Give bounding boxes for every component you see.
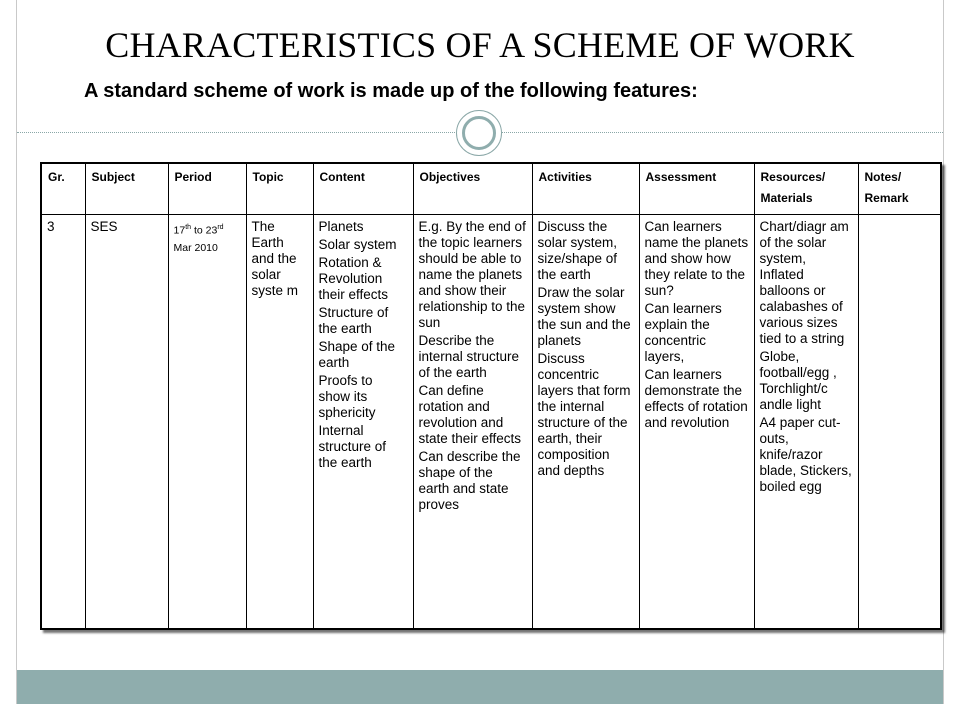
cell-activities <box>532 215 639 630</box>
header-subject: Subject <box>85 163 168 215</box>
activity-item: Draw the solar system show the sun and the planets <box>537 285 631 348</box>
period-month-year: Mar 2010 <box>173 241 218 254</box>
period-to: to <box>191 224 206 237</box>
content-item: Shape of the earth <box>318 339 396 370</box>
cell-topic: The Earth and the solar syste m <box>246 215 313 630</box>
content-item: Internal structure of the earth <box>318 423 387 470</box>
assessment-item: Can learners name the planets and show how they relate to the sun? <box>644 219 749 298</box>
slide-frame-left <box>16 0 17 704</box>
activity-item: Discuss the solar system, size/shape of the earth <box>537 219 618 282</box>
slide-title: CHARACTERISTICS OF A SCHEME OF WORK <box>105 25 855 65</box>
header-activities: Activities <box>532 163 639 215</box>
objective-item: Describe the internal structure of the earth <box>418 333 520 380</box>
table-header-row <box>41 163 941 215</box>
cell-subject: SES <box>85 215 168 630</box>
content-item: Planets <box>318 219 364 234</box>
period-start-suffix: th <box>185 224 192 231</box>
assessment-item: Can learners demonstrate the effects of rotation and revolution <box>644 367 748 430</box>
objective-item: E.g. By the end of the topic learners should be able to name the planets and show their relationship to the sun <box>418 219 526 330</box>
cell-resources <box>754 215 858 630</box>
objective-item: Can define rotation and revolution and state their effects <box>418 383 522 446</box>
header-assessment: Assessment <box>639 163 754 215</box>
scheme-of-work-table-wrapper <box>40 162 942 630</box>
footer-accent-bar <box>17 670 943 704</box>
slide-subtitle: A standard scheme of work is made up of the following features: <box>84 80 698 102</box>
objective-item: Can describe the shape of the earth and state proves <box>418 449 521 512</box>
cell-gr: 3 <box>41 215 85 630</box>
header-resources: Resources/ Materials <box>754 163 858 215</box>
resource-item: Chart/diagr am of the solar system, Inflated balloons or calabashes of various sizes tied to a string <box>759 219 849 346</box>
content-item: Rotation & Revolution their effects <box>318 255 389 302</box>
cell-objectives <box>413 215 532 630</box>
resource-item: Globe, football/egg , Torchlight/c andle light <box>759 349 837 412</box>
cell-content <box>313 215 413 630</box>
content-item: Proofs to show its sphericity <box>318 373 376 420</box>
assessment-item: Can learners explain the concentric layers, <box>644 301 722 364</box>
header-notes: Notes/ Remark <box>858 163 941 215</box>
header-content: Content <box>313 163 413 215</box>
header-gr: Gr. <box>41 163 85 215</box>
header-period: Period <box>168 163 246 215</box>
cell-notes <box>858 215 941 630</box>
cell-period <box>168 215 246 630</box>
period-start-day: 17 <box>173 224 186 237</box>
period-end-suffix: rd <box>217 224 224 231</box>
header-objectives: Objectives <box>413 163 532 215</box>
resource-item: A4 paper cut-outs, knife/razor blade, Stickers, boiled egg <box>759 415 852 494</box>
slide-frame-right <box>943 0 944 704</box>
activity-item: Discuss concentric layers that form the internal structure of the earth, their composition and depths <box>537 351 631 478</box>
period-end-day: 23 <box>205 224 218 237</box>
scheme-of-work-table <box>40 162 942 630</box>
decorative-ring-icon <box>462 116 496 150</box>
decorative-circle-icon <box>456 110 502 156</box>
content-item: Solar system <box>318 237 397 252</box>
cell-assessment <box>639 215 754 630</box>
table-row <box>41 215 941 630</box>
content-item: Structure of the earth <box>318 305 389 336</box>
header-topic: Topic <box>246 163 313 215</box>
